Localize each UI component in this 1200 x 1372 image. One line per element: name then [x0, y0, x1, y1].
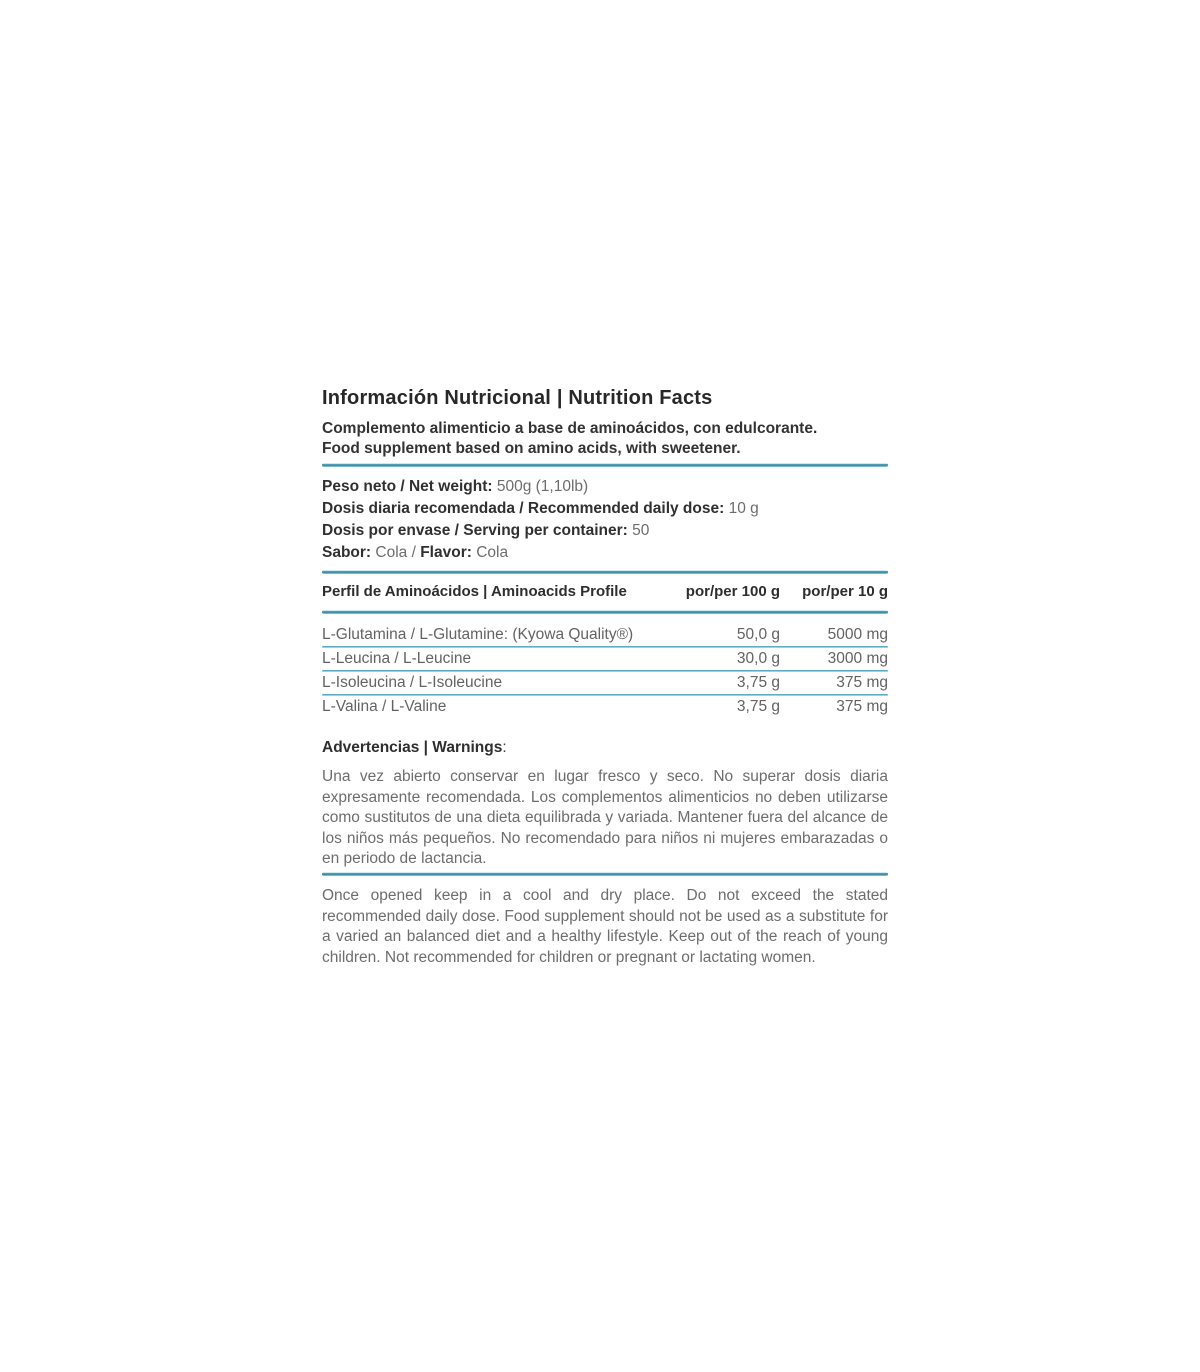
row-separator [322, 694, 888, 696]
aminoacid-table [322, 625, 888, 716]
detail-label: Dosis diaria recomendada / Recommended daily dose: [322, 500, 725, 517]
flavor-label-es: Sabor: [322, 544, 372, 561]
aminoacid-name: L-Valina / L-Valine [322, 698, 447, 715]
row-separator [322, 646, 888, 648]
warnings-heading-text: Advertencias | Warnings [322, 739, 503, 756]
table-row [322, 649, 888, 668]
subtitle-spanish: Complemento alimenticio a base de aminoácidos, con edulcorante. [322, 420, 818, 437]
nutrition-facts-label [322, 386, 888, 968]
detail-value: 50 [632, 522, 650, 539]
flavor-label-en: Flavor: [420, 544, 472, 561]
value-per-10g: 5000 mg [827, 626, 888, 643]
value-per-100g: 3,75 g [736, 674, 780, 691]
page-title: Información Nutricional | Nutrition Facts [322, 387, 713, 409]
detail-flavor [322, 542, 888, 564]
row-separator [322, 670, 888, 672]
aminoacid-name: L-Isoleucina / L-Isoleucine [322, 674, 503, 691]
table-row [322, 697, 888, 716]
table-row [322, 625, 888, 644]
warnings-heading-colon: : [502, 739, 507, 756]
detail-daily-dose [322, 498, 888, 520]
aminoacid-name: L-Leucina / L-Leucine [322, 650, 472, 667]
warnings-paragraph-english: Once opened keep in a cool and dry place. Do not exceed the stated recommended daily dose. Food supplement should not be used as a substitute for a varied an balanced diet and a healthy lifestyle. Keep out of the reach of young children. Not recommended for children or pregnant or lactating women. [322, 886, 888, 966]
divider-line [322, 872, 888, 876]
detail-value: 10 g [728, 500, 759, 517]
column-header-per-10g: por/per 10 g [802, 583, 888, 600]
detail-label: Peso neto / Net weight: [322, 478, 493, 495]
value-per-100g: 3,75 g [736, 698, 780, 715]
divider-line [322, 610, 888, 614]
subtitle-block [322, 419, 888, 459]
value-per-10g: 375 mg [836, 698, 888, 715]
subtitle-english: Food supplement based on amino acids, with sweetener. [322, 440, 741, 457]
aminoacid-table-header [322, 582, 888, 601]
flavor-value-en: Cola [476, 544, 509, 561]
warnings-heading [322, 738, 888, 758]
value-per-10g: 3000 mg [827, 650, 888, 667]
divider-line [322, 463, 888, 467]
table-row [322, 673, 888, 692]
column-header-per-100g: por/per 100 g [685, 583, 780, 600]
warnings-paragraph-spanish: Una vez abierto conservar en lugar fresco y seco. No superar dosis diaria expresamente recomendada. Los complementos alimenticios no deben utilizarse como sustitutos de una dieta equilibrada y variada. Mantener fuera del alcance de los niños más pequeños. No recomendado para niños ni mujeres embarazadas o en periodo de lactancia. [322, 768, 888, 868]
value-per-100g: 30,0 g [736, 650, 780, 667]
aminoacid-name: L-Glutamina / L-Glutamine: (Kyowa Quality®) [322, 626, 634, 643]
divider-line [322, 570, 888, 574]
value-per-10g: 375 mg [836, 674, 888, 691]
detail-value: 500g (1,10lb) [496, 478, 589, 495]
product-details [322, 476, 888, 564]
flavor-value-es: Cola / [375, 544, 416, 561]
detail-net-weight [322, 476, 888, 498]
column-header-profile: Perfil de Aminoácidos | Aminoacids Profile [322, 583, 627, 600]
value-per-100g: 50,0 g [736, 626, 780, 643]
detail-servings [322, 520, 888, 542]
detail-label: Dosis por envase / Serving per container: [322, 522, 628, 539]
